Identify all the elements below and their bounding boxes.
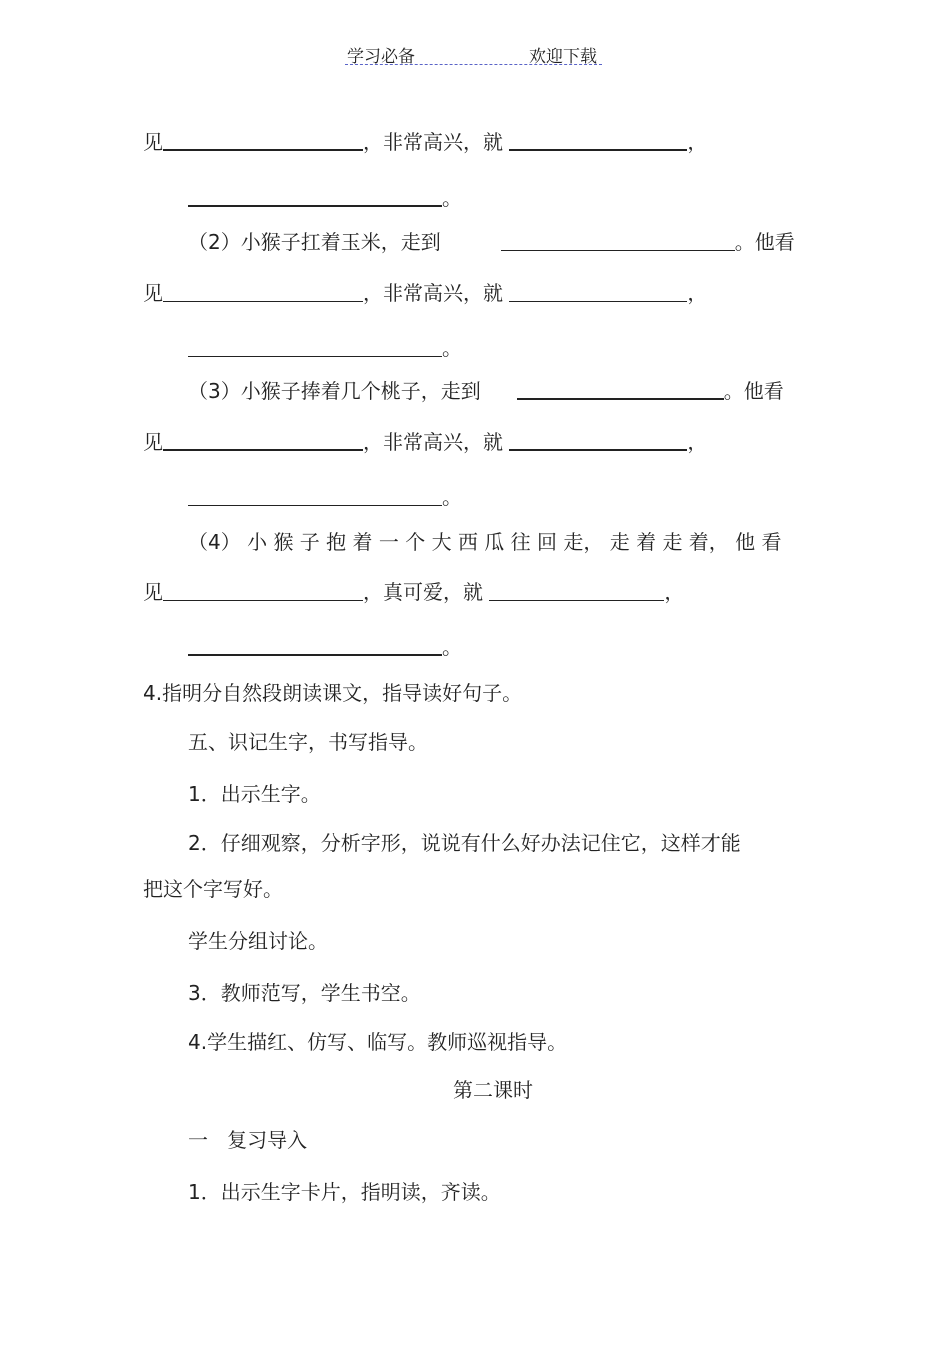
item4-line2: 见 ，真可爱，就 ， [143,580,685,604]
step-2: 2．仔细观察，分析字形，说说有什么好办法记住它，这样才能 [188,831,741,855]
item1-line2: 。 [188,185,462,211]
answer-blank[interactable] [509,129,687,151]
item4-line1: （4） 小 猴 子 抱 着 一 个 大 西 瓜 往 回 走， 走 着 走 着， 他 看 [188,530,782,554]
step-2-cont: 把这个字写好。 [143,877,283,901]
answer-blank[interactable] [188,485,442,506]
answer-blank[interactable] [509,281,687,302]
answer-blank[interactable] [188,185,442,207]
step-3: 3．教师范写，学生书空。 [188,981,421,1005]
answer-blank[interactable] [517,378,724,400]
answer-blank[interactable] [163,281,363,302]
lesson-title: 第二课时 [453,1078,533,1102]
answer-blank[interactable] [188,634,442,656]
answer-blank[interactable] [188,336,442,357]
group-discussion: 学生分组讨论。 [188,929,328,953]
item2-line2: 见 ，非常高兴，就 ， [143,281,708,305]
item2-line1: （2）小猴子扛着玉米，走到 。他看 [188,230,795,254]
answer-blank[interactable] [509,429,687,451]
item1-line1: 见 ，非常高兴，就 ， [143,130,708,154]
item2-line3: 。 [188,335,462,361]
answer-blank[interactable] [489,580,664,601]
answer-blank[interactable] [501,230,735,251]
answer-blank[interactable] [163,580,363,601]
header-right: 欢迎下载 [529,47,597,67]
answer-blank[interactable] [163,129,363,151]
step-1: 1．出示生字。 [188,782,321,806]
item4-line3: 。 [188,634,462,660]
item3-line1: （3）小猴子捧着几个桃子，走到 。他看 [188,379,784,403]
paragraph-read: 4.指明分自然段朗读课文，指导读好句子。 [143,681,523,705]
section-five-heading: 五、识记生字，书写指导。 [188,730,428,754]
item3-line3: 。 [188,484,462,510]
header-left: 学习必备 [347,47,415,67]
review-step-1: 1．出示生字卡片，指明读，齐读。 [188,1180,501,1204]
answer-blank[interactable] [163,429,363,451]
step-4: 4.学生描红、仿写、临写。教师巡视指导。 [188,1030,568,1054]
review-heading: 一 复习导入 [188,1128,308,1152]
item3-line2: 见 ，非常高兴，就 ， [143,430,708,454]
page-header [345,40,602,65]
